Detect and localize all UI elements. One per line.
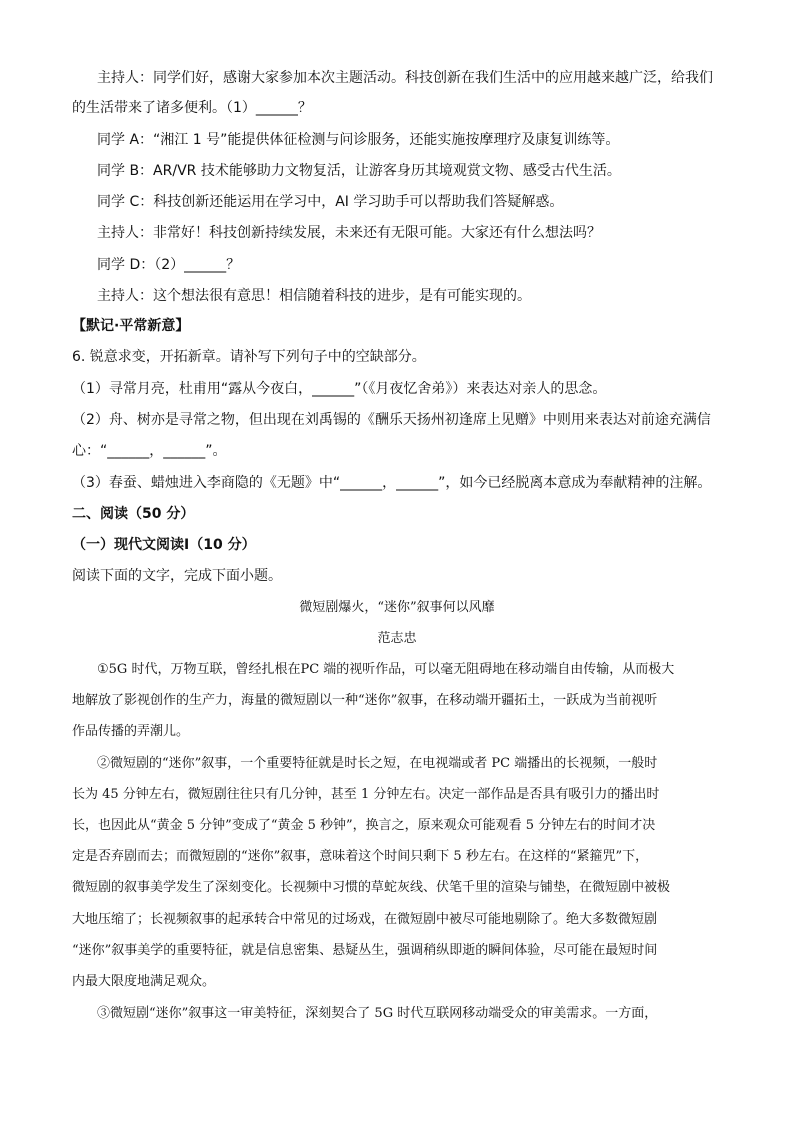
q6-item-3: （3）春蚕、蜡烛进入李商隐的《无题》中“______，______”，如今已经脱离本意成为奉献精神的注解。 [72,475,712,491]
article-line: 长为 45 分钟左右，微短剧往往只有几分钟，甚至 1 分钟左右。决定一部作品是否具有吸引力的播出时 [72,787,660,802]
dialogue-line-3: 同学 A：“湘江 1 号”能提供体征检测与问诊服务，还能实施按摩理疗及康复训练等。 [97,132,620,148]
article-line: 微短剧的叙事美学发生了深刻变化。长视频中习惯的草蛇灰线、伏笔千里的渲染与铺垫，在微短剧中被极 [72,880,671,895]
dialogue-line-6: 主持人：非常好！科技创新持续发展，未来还有无限可能。大家还有什么想法吗？ [97,225,601,241]
article-line: “迷你”叙事美学的重要特征，就是信息密集、悬疑丛生，强调稍纵即逝的瞬间体验，尽可能在最短时间 [72,943,658,958]
q6-item-1: （1）寻常月亮，杜甫用“露从今夜白，______”（《月夜忆舍弟》）来表达对亲人的思念。 [72,381,607,397]
article-line: ②微短剧的“迷你”叙事，一个重要特征就是时长之短，在电视端或者 PC 端播出的长视频，一般时 [97,756,658,771]
subsection-heading-modern: （一）现代文阅读Ⅰ（10 分） [72,537,256,553]
section-heading-reading: 二、阅读（50 分） [72,506,195,522]
article-title: 微短剧爆火，“迷你”叙事何以风靡 [299,600,495,615]
article-line: ①5G 时代，万物互联，曾经扎根在PC 端的视听作品，可以毫无阻碍地在移动端自由传输，从而极大 [97,662,675,677]
dialogue-line-7: 同学 D：（2）______？ [97,257,241,273]
article-line: 作品传播的弄潮儿。 [72,724,190,739]
article-line: 内最大限度地满足观众。 [72,974,216,989]
dialogue-line-8: 主持人：这个想法很有意思！相信随着科技的进步，是有可能实现的。 [97,288,531,304]
article-line: ③微短剧“迷你”叙事这一审美特征，深刻契合了 5G 时代互联网移动端受众的审美需求。一方面， [97,1006,658,1021]
reading-instruction: 阅读下面的文字，完成下面小题。 [72,568,282,584]
dialogue-line-5: 同学 C：科技创新还能运用在学习中，AI 学习助手可以帮助我们答疑解惑。 [97,194,564,210]
article-line: 大地压缩了；长视频叙事的起承转合中常见的过场戏，在微短剧中被尽可能地剔除了。绝大多数微短剧 [72,912,658,927]
article-line: 地解放了影视创作的生产力，海量的微短剧以一种“迷你”叙事，在移动端开疆拓土，一跃成为当前视听 [72,693,658,708]
q6-intro: 6. 锐意求变，开拓新章。请补写下列句子中的空缺部分。 [72,349,426,365]
q6-item-2b: 心：“______，______”。 [72,443,227,459]
dialogue-line-1: 主持人：同学们好，感谢大家参加本次主题活动。科技创新在我们生活中的应用越来越广泛，给我们 [97,70,713,86]
section-heading-moji: 【默记·平常新意】 [72,318,190,334]
article-line: 长，也因此从“黄金 5 分钟”变成了“黄金 5 秒钟”，换言之，原来观众可能观看 5 分钟左右的时间才决 [72,818,656,833]
article-line: 定是否弃剧而去；而微短剧的“迷你”叙事，意味着这个时间只剩下 5 秒左右。在这样的“紧箍咒”下， [72,849,649,864]
article-author: 范志忠 [377,631,417,646]
dialogue-line-2: 的生活带来了诸多便利。（1）______？ [72,100,312,116]
dialogue-line-4: 同学 B：AR/VR 技术能够助力文物复活，让游客身历其境观赏文物、感受古代生活。 [97,163,621,179]
q6-item-2a: （2）舟、树亦是寻常之物，但出现在刘禹锡的《酬乐天扬州初逢席上见赠》中则用来表达对前途充满信 [72,412,711,428]
